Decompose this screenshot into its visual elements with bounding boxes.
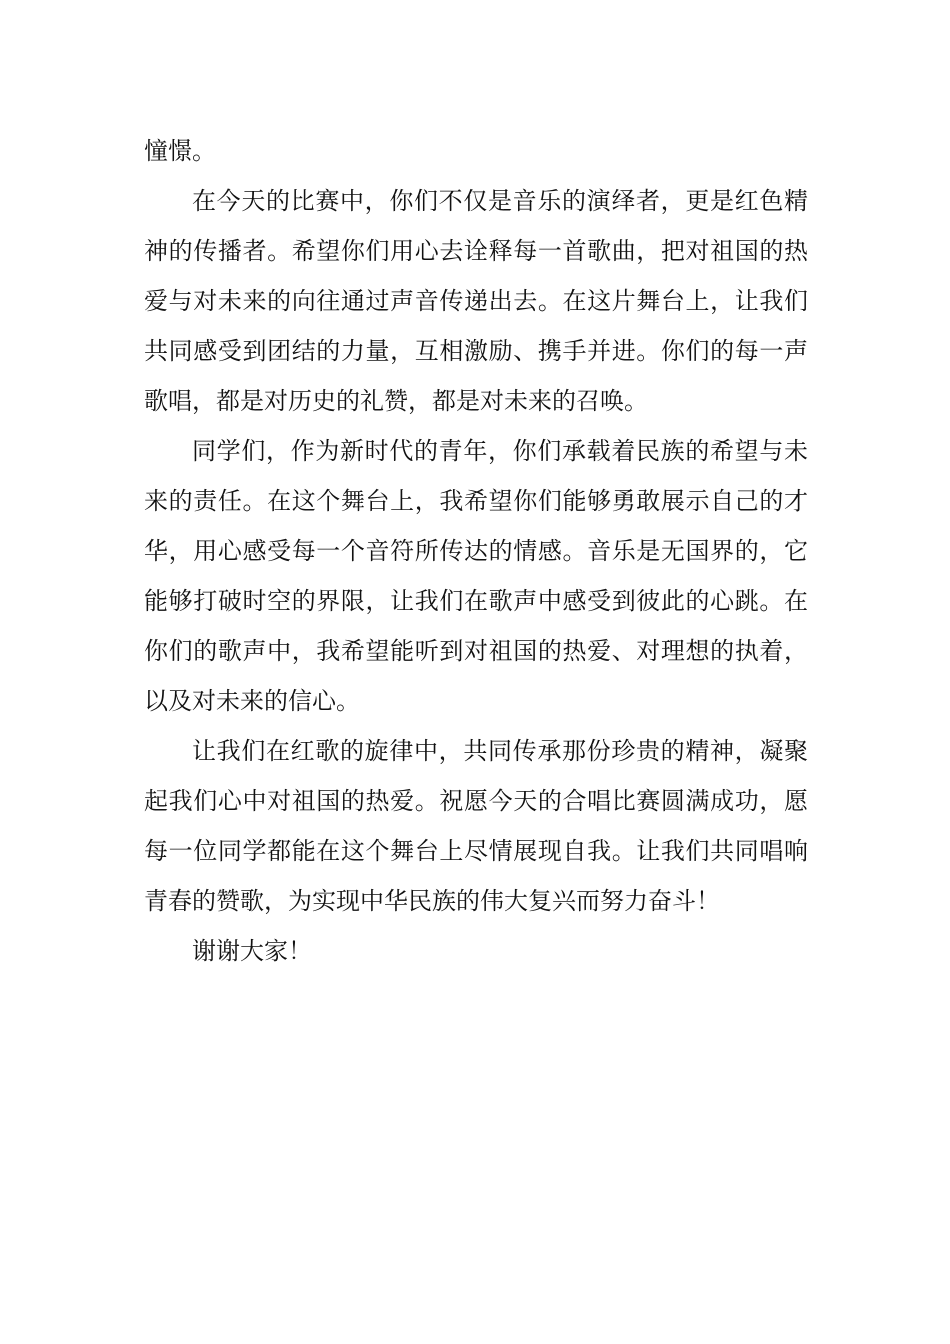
paragraph-blessing: 让我们在红歌的旋律中，共同传承那份珍贵的精神，凝聚起我们心中对祖国的热爱。祝愿今天的合唱比赛圆满成功，愿每一位同学都能在这个舞台上尽情展现自我。让我们共同唱响青春的赞歌，为实现中华民族的伟大复兴而努力奋斗！ [144,737,808,915]
paragraph-competition: 在今天的比赛中，你们不仅是音乐的演绎者，更是红色精神的传播者。希望你们用心去诠释每一首歌曲，把对祖国的热爱与对未来的向往通过声音传递出去。在这片舞台上，让我们共同感受到团结的力量，互相激励、携手并进。你们的每一声歌唱，都是对历史的礼赞，都是对未来的召唤。 [144,187,808,415]
paragraph-youth: 同学们，作为新时代的青年，你们承载着民族的希望与未来的责任。在这个舞台上，我希望你们能够勇敢展示自己的才华，用心感受每一个音符所传达的情感。音乐是无国界的，它能够打破时空的界限，让我们在歌声中感受到彼此的心跳。在你们的歌声中，我希望能听到对祖国的热爱、对理想的执着，以及对未来的信心。 [144,437,808,715]
paragraph-thanks: 谢谢大家！ [192,937,312,965]
speech-body [144,126,808,976]
paragraph-continuation: 憧憬。 [144,137,216,165]
